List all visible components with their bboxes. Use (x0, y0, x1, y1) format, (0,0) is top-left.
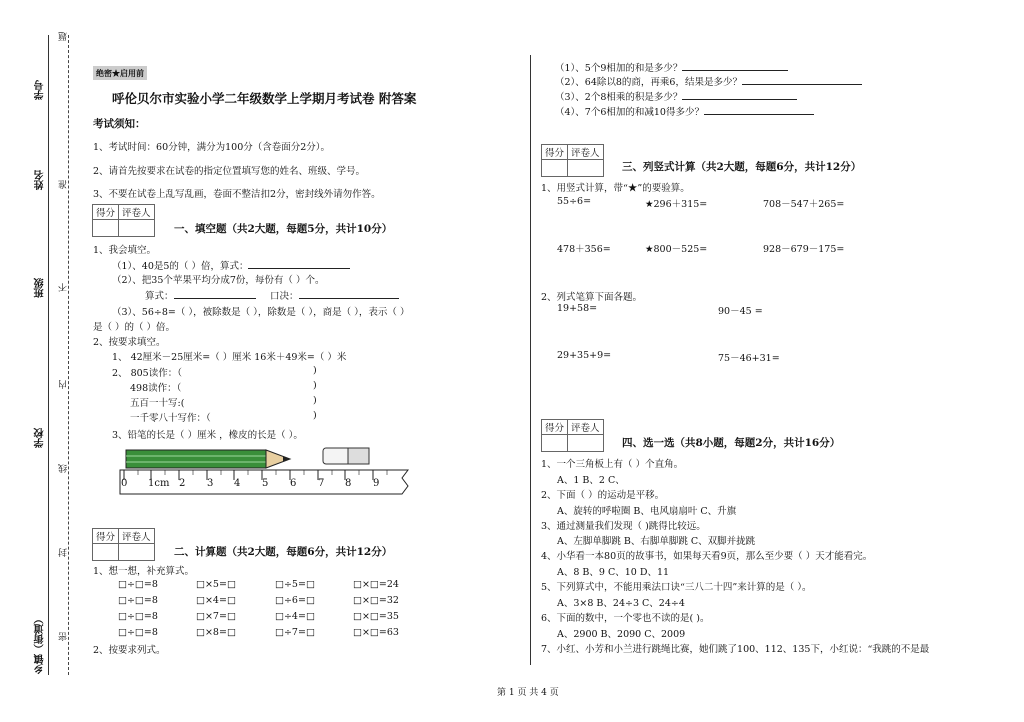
ruler-label: 5 (262, 478, 269, 489)
calc-item: ★296＋315= (645, 199, 708, 210)
section-title: 四、选一选（共8小题，每题2分，共计16分） (622, 437, 841, 449)
notice-item: 2、请首先按要求在试卷的指定位置填写您的姓名、班级、学号。 (93, 166, 366, 177)
calc-item: 928－679－175= (763, 244, 845, 255)
binding-line (48, 35, 49, 675)
grid-cell: □×□=63 (353, 627, 399, 638)
question: （3）、2个8相乘的积是多少？ (555, 89, 797, 103)
question: 2、下面（ ）的运动是平移。 (541, 490, 665, 501)
options: A、3×8 B、24÷3 C、24÷4 (557, 598, 685, 609)
cut-char: 密 (59, 632, 69, 641)
section-title: 二、计算题（共2大题，每题6分，共计12分） (174, 546, 393, 558)
question: 2、 805读作：（ (112, 368, 182, 379)
question: 1、 42厘米－25厘米=（ ）厘米 16米＋49米=（ ）米 (112, 352, 347, 363)
question: 1、想一想，补充算式。 (93, 566, 195, 577)
grader-label: 评卷人 (568, 145, 604, 160)
options: A、2900 B、2090 C、2009 (557, 629, 686, 640)
section-title: 三、列竖式计算（共2大题，每题6分，共计12分） (622, 161, 862, 173)
question: 1、我会填空。 (93, 245, 157, 256)
label-name: 姓名 (35, 170, 46, 190)
ruler-label: 4 (234, 478, 241, 489)
question: 4、小华看一本80页的故事书，如果每天看9页，那么至少要（ ）天才能看完。 (541, 551, 873, 562)
question: 是（ ）的（ ）倍。 (93, 322, 176, 333)
ruler-illustration (118, 442, 418, 498)
options: A、左脚单脚跳 B、右脚单脚跳 C、双脚并拢跳 (557, 536, 756, 547)
grid-cell: □÷4=□ (275, 611, 315, 622)
ruler-label: 1cm (148, 478, 170, 489)
score-label: 得分 (93, 205, 119, 220)
paren: ) (313, 365, 317, 376)
grid-cell: □×4=□ (196, 595, 236, 606)
score-label: 得分 (542, 420, 568, 435)
score-box (92, 204, 155, 237)
question: （1）、5个9相加的和是多少？ (555, 60, 788, 74)
grid-cell: □÷□=8 (118, 627, 158, 638)
question: 5、下列算式中，不能用乘法口诀“三八二十四”来计算的是（ ）。 (541, 582, 812, 593)
pencil-body (126, 450, 266, 468)
grid-cell: □÷□=8 (118, 579, 158, 590)
paren: ) (313, 410, 317, 421)
question: 2、按要求填空。 (93, 337, 166, 348)
column-divider (530, 55, 531, 665)
options: A、旋转的呼啦圈 B、电风扇扇叶 C、升旗 (557, 506, 737, 517)
calc-item: 708－547＋265= (763, 199, 845, 210)
cut-char: 内 (59, 380, 69, 389)
question: （2）、64除以8的商，再乘6，结果是多少？ (555, 74, 862, 88)
ruler-label: 2 (179, 478, 186, 489)
label-student-id: 学号 (35, 80, 46, 100)
question: 3、通过测量我们发现（ )跳得比较远。 (541, 521, 706, 532)
label-school: 学校 (35, 428, 46, 448)
grid-cell: □÷5=□ (275, 579, 315, 590)
cut-char: 线 (59, 464, 69, 473)
calc-item: 19+58= (557, 303, 598, 314)
grid-cell: □×8=□ (196, 627, 236, 638)
calc-item: 75－46+31= (718, 353, 780, 364)
page-footer: 第 1 页 共 4 页 (497, 688, 559, 698)
question: 2、按要求列式。 (93, 645, 166, 656)
calc-item: 478＋356= (557, 244, 611, 255)
question: 一千零八十写作：（ (130, 413, 211, 424)
notice-item: 1、考试时间：60分钟，满分为100分（含卷面分2分）。 (93, 142, 331, 153)
question: 算式： (145, 288, 256, 302)
question: （4）、7个6相加的和减10得多少？ (555, 104, 814, 118)
ruler-label: 9 (373, 478, 380, 489)
question: （2）、把35个苹果平均分成7份，每份有（ ）个。 (112, 275, 325, 286)
ruler-label: 7 (318, 478, 325, 489)
grid-cell: □×□=32 (353, 595, 399, 606)
question: （3）、56÷8=（ ），被除数是（ ），除数是（ ），商是（ ），表示（ ） (112, 307, 410, 318)
cut-char: 题 (59, 32, 69, 41)
question: 1、一个三角板上有（ ）个直角。 (541, 459, 684, 470)
calc-item: 90－45 = (718, 306, 763, 317)
seal-line (68, 35, 69, 675)
cut-char: 准 (59, 180, 69, 189)
score-label: 得分 (542, 145, 568, 160)
grid-cell: □×7=□ (196, 611, 236, 622)
score-box (541, 144, 604, 177)
grid-cell: □÷□=8 (118, 595, 158, 606)
notice-heading: 考试须知： (93, 118, 146, 130)
grid-cell: □×5=□ (196, 579, 236, 590)
paren: ) (313, 380, 317, 391)
score-label: 得分 (93, 529, 119, 544)
grid-cell: □÷6=□ (275, 595, 315, 606)
cut-char: 不 (59, 283, 69, 292)
grader-label: 评卷人 (119, 529, 155, 544)
notice-item: 3、不要在试卷上乱写乱画，卷面不整洁扣2分，密封线外请勿作答。 (93, 189, 381, 200)
label-class: 班级 (35, 278, 46, 298)
ruler-label: 8 (345, 478, 352, 489)
calc-item: ★800－525= (645, 244, 708, 255)
grid-cell: □×□=35 (353, 611, 399, 622)
section-title: 一、填空题（共2大题，每题5分，共计10分） (174, 223, 393, 235)
page-title: 呼伦贝尔市实验小学二年级数学上学期月考试卷 附答案 (112, 91, 417, 106)
grader-label: 评卷人 (568, 420, 604, 435)
options: A、1 B、2 C、 (557, 475, 625, 486)
grader-label: 评卷人 (119, 205, 155, 220)
secret-badge: 绝密★启用前 (93, 66, 147, 80)
calc-item: 29+35+9= (557, 350, 612, 361)
question: 7、小红、小芳和小兰进行跳绳比赛，她们跳了100、112、135下，小红说：“我跳的不是最 (541, 644, 930, 655)
grid-cell: □×□=24 (353, 579, 399, 590)
grid-cell: □÷7=□ (275, 627, 315, 638)
question: 2、列式笔算下面各题。 (541, 292, 643, 303)
question: 3、铅笔的长是（ ）厘米 ，橡皮的长是（ ）。 (112, 430, 303, 441)
paren: ) (313, 395, 317, 406)
ruler-label: 3 (207, 478, 214, 489)
question: 498读作：（ (130, 383, 182, 394)
score-box (541, 419, 604, 452)
options: A、8 B、9 C、10 D、11 (557, 567, 670, 578)
question: 五百一十写:( (130, 398, 185, 409)
eraser-icon (323, 448, 369, 464)
question: （1）、40是5的（ ）倍，算式： (112, 258, 350, 272)
cut-char: 封 (59, 548, 69, 557)
score-box (92, 528, 155, 561)
label-town: 乡镇（街道） (35, 614, 46, 674)
ruler-label: 6 (290, 478, 297, 489)
calc-item: 55÷6= (557, 196, 592, 207)
question: 口决： (270, 288, 399, 302)
ruler-label: 0 (121, 478, 128, 489)
question: 6、下面的数中，一个零也不读的是( )。 (541, 613, 710, 624)
grid-cell: □÷□=8 (118, 611, 158, 622)
question: 1、用竖式计算，带“★”的要验算。 (541, 183, 690, 194)
